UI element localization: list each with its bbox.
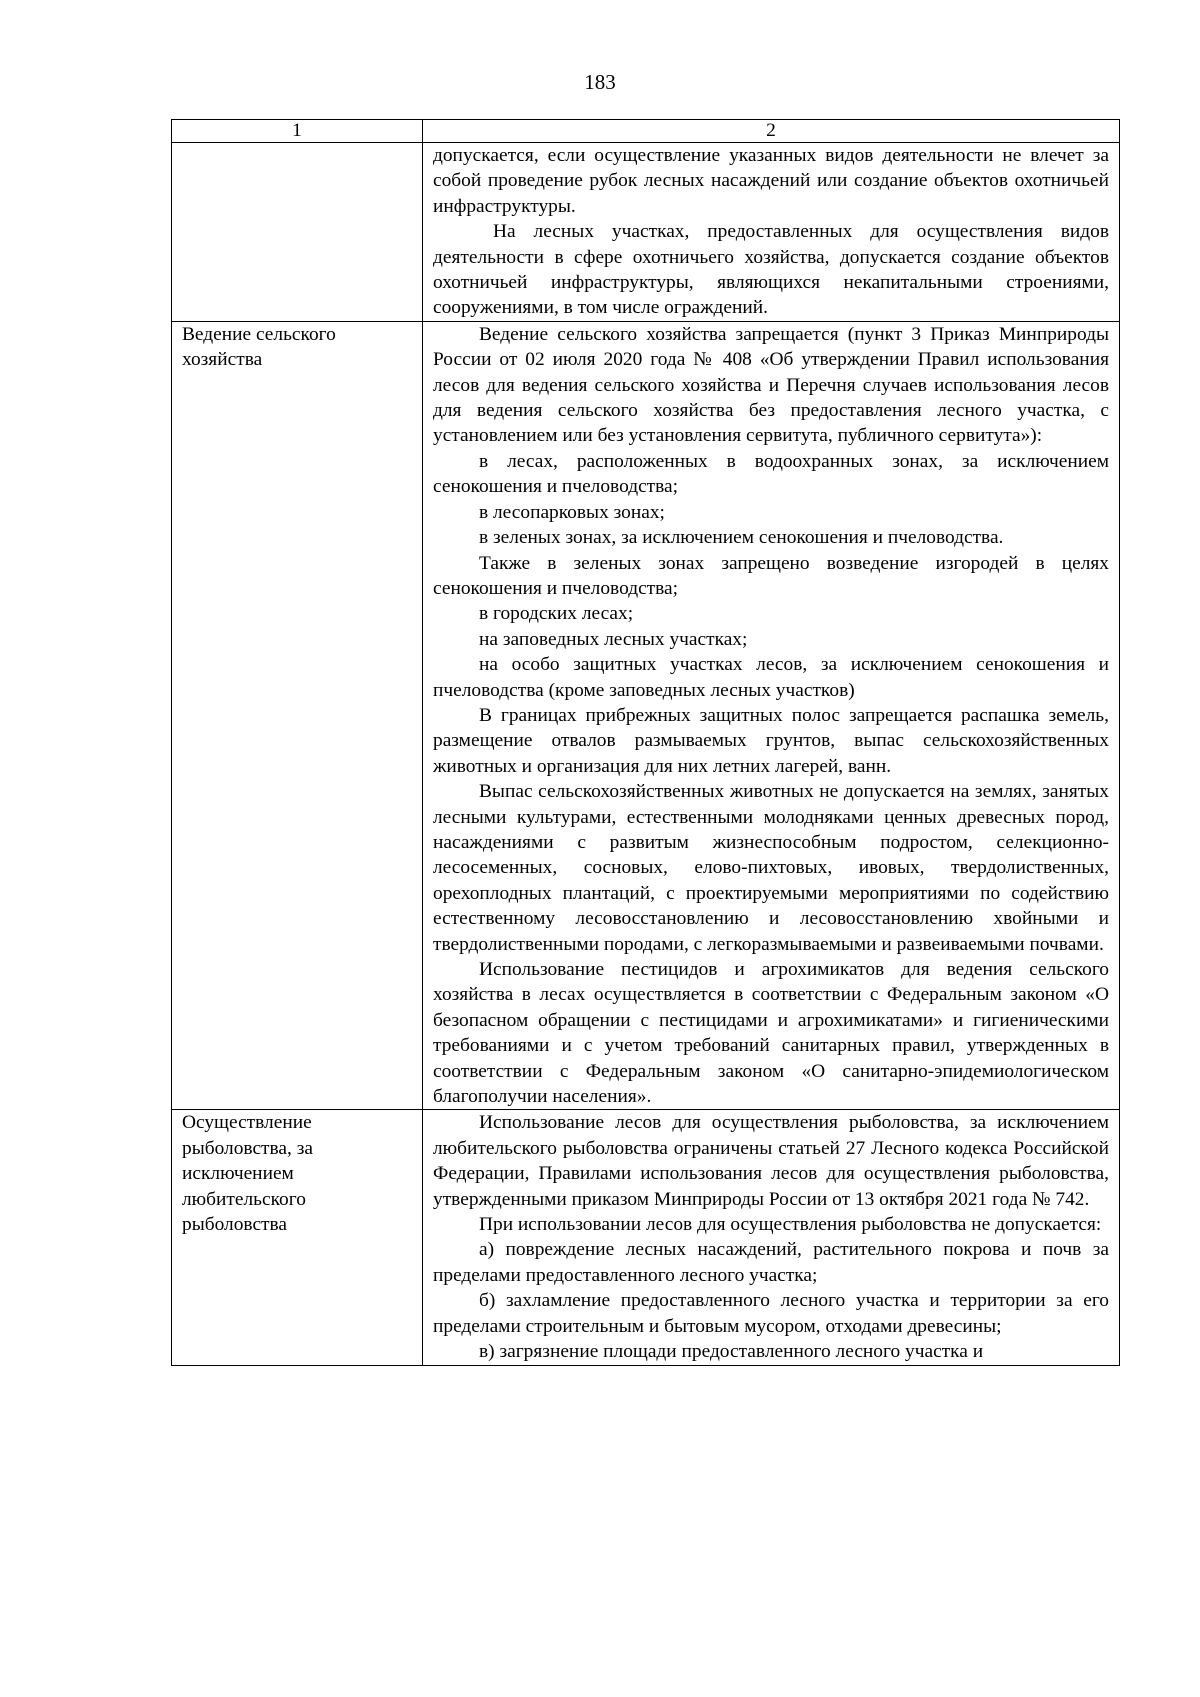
restriction-cell <box>423 143 1120 322</box>
paragraph: в) загрязнение площади предоставленного лесного участка и <box>479 1341 984 1363</box>
paragraph: Выпас сельскохозяйственных животных не допускается на землях, занятых лесными культурами, естественными молодняками ценных древесных пород, насаждениями с развитым жизнеспособным подростом, селекционно-лесосеменных, сосновых, елово-пихтовых, ивовых, твердолиственных, орехоплодных плантаций, с проектируемыми мероприятиями по содействию естественному лесовосстановлению и лесовосстановлению хвойными и твердолиственными породами, с легкоразмываемыми и развеиваемыми почвами. <box>433 781 1109 955</box>
paragraph: в лесопарковых зонах; <box>479 501 665 523</box>
table-row <box>172 1110 1120 1365</box>
column-header-1: 1 <box>172 120 423 143</box>
paragraph: в городских лесах; <box>479 603 634 625</box>
paragraph: допускается, если осуществление указанных видов деятельности не влечет за собой проведение рубок лесных насаждений или создание объектов охотничьей инфраструктуры. <box>433 145 1109 217</box>
restriction-cell <box>423 321 1120 1110</box>
activity-line: Осуществление <box>182 1112 312 1134</box>
table-row <box>172 321 1120 1110</box>
regulation-table <box>171 119 1120 1366</box>
table-row <box>172 143 1120 322</box>
paragraph: В границах прибрежных защитных полос запрещается распашка земель, размещение отвалов размываемых грунтов, выпас сельскохозяйственных животных и организация для них летних лагерей, ванн. <box>433 704 1109 777</box>
paragraph: Также в зеленых зонах запрещено возведение изгородей в целях сенокошения и пчеловодства; <box>433 552 1109 599</box>
activity-line: Ведение сельского <box>182 323 336 345</box>
activity-line: хозяйства <box>182 349 263 371</box>
activity-line: рыболовства, за <box>182 1137 313 1159</box>
paragraph: Использование лесов для осуществления рыболовства, за исключением любительского рыболовства ограничены статьей 27 Лесного кодекса Российской Федерации, Правилами использования лесов для осуществления рыболовства, утвержденными приказом Минприроды России от 13 октября 2021 года № 742. <box>433 1112 1109 1210</box>
activity-cell-empty <box>172 143 423 322</box>
paragraph: б) захламление предоставленного лесного участка и территории за его пределами строительным и бытовым мусором, отходами древесины; <box>433 1290 1109 1337</box>
paragraph: в зеленых зонах, за исключением сенокошения и пчеловодства. <box>479 527 1004 549</box>
activity-cell <box>172 1110 423 1365</box>
activity-cell <box>172 321 423 1110</box>
paragraph: Использование пестицидов и агрохимикатов для ведения сельского хозяйства в лесах осуществляется в соответствии с Федеральным законом «О безопасном обращении с пестицидами и агрохимикатами» и гигиеническими требованиями и с учетом требований санитарных правил, утвержденных в соответствии с Федеральным законом «О санитарно-эпидемиологическом благополучии населения». <box>433 959 1109 1108</box>
activity-line: рыболовства <box>182 1214 288 1236</box>
paragraph: При использовании лесов для осуществления рыболовства не допускается: <box>479 1214 1102 1236</box>
paragraph: в лесах, расположенных в водоохранных зонах, за исключением сенокошения и пчеловодства; <box>433 450 1109 498</box>
paragraph: На лесных участках, предоставленных для осуществления видов деятельности в сфере охотничьего хозяйства, допускается создание объектов охотничьей инфраструктуры, являющихся некапитальными строениями, сооружениями, в том числе ограждений. <box>433 221 1109 319</box>
column-header-2: 2 <box>423 120 1120 143</box>
paragraph: а) повреждение лесных насаждений, растительного покрова и почв за пределами предоставленного лесного участка; <box>433 1239 1109 1286</box>
paragraph: Ведение сельского хозяйства запрещается (пункт 3 Приказ Минприроды России от 02 июля 2020 года № 408 «Об утверждении Правил использования лесов для ведения сельского хозяйства и Перечня случаев использования лесов для ведения сельского хозяйства без предоставления лесного участка, с установлением или без установления сервитута, публичного сервитута»): <box>433 323 1109 447</box>
table-header-row <box>172 120 1120 143</box>
paragraph: на заповедных лесных участках; <box>479 628 748 650</box>
paragraph: на особо защитных участках лесов, за исключением сенокошения и пчеловодства (кроме заповедных лесных участков) <box>433 654 1109 701</box>
restriction-cell <box>423 1110 1120 1365</box>
page-number: 183 <box>584 70 616 94</box>
activity-line: любительского <box>182 1188 306 1210</box>
activity-line: исключением <box>182 1163 294 1185</box>
